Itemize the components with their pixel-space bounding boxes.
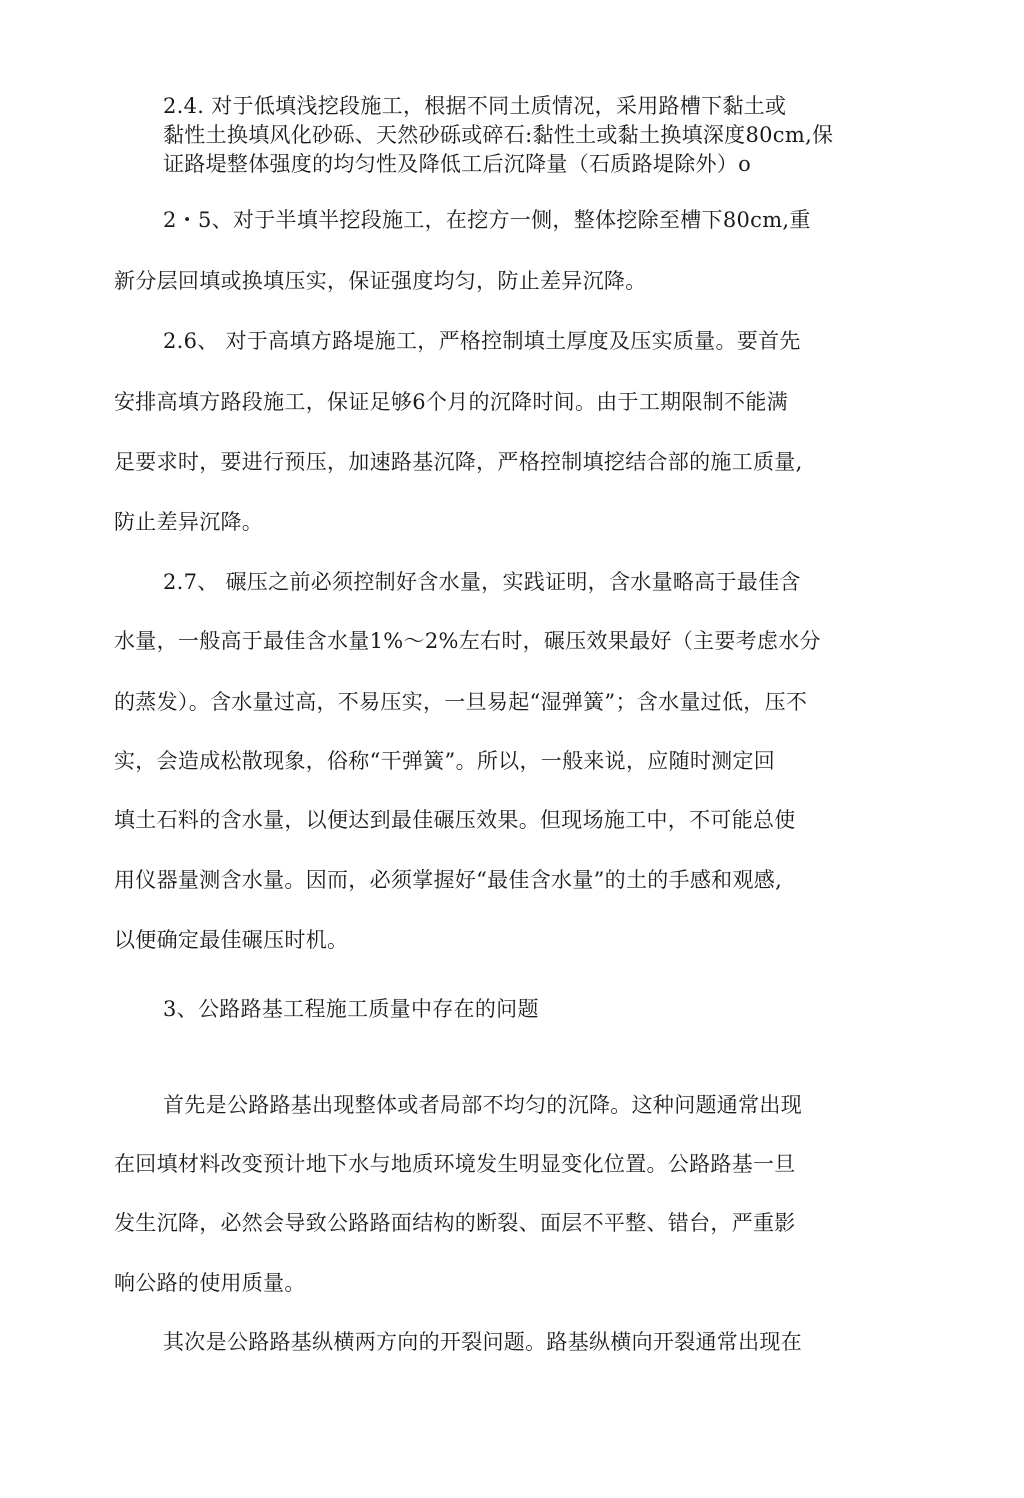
p26-line-2: 安排高填方路段施工，保证足够6个月的沉降时间。由于工期限制不能满 <box>114 390 788 414</box>
pfirst-line-4: 响公路的使用质量。 <box>114 1271 306 1295</box>
p25-line-1: 2・5、对于半填半挖段施工，在挖方一侧，整体挖除至槽下80cm,重 <box>163 208 811 232</box>
pfirst-line-3: 发生沉降，必然会导致公路路面结构的断裂、面层不平整、错台，严重影 <box>114 1211 796 1235</box>
psecond-line-1: 其次是公路路基纵横两方向的开裂问题。路基纵横向开裂通常出现在 <box>163 1330 802 1354</box>
p24-line-3: 证路堤整体强度的均匀性及降低工后沉降量（石质路堤除外）o <box>163 152 752 176</box>
p24-line-2: 黏性土换填风化砂砾、天然砂砾或碎石:黏性土或黏土换填深度80cm,保 <box>163 123 834 147</box>
p26-line-4: 防止差异沉降。 <box>114 510 264 534</box>
p27-line-3: 的蒸发）。含水量过高，不易压实，一旦易起“湿弹簧”；含水量过低，压不 <box>114 690 808 714</box>
p27-line-4: 实，会造成松散现象，俗称“干弹簧”。所以，一般来说，应随时测定回 <box>114 749 776 773</box>
pfirst-line-2: 在回填材料改变预计地下水与地质环境发生明显变化位置。公路路基一旦 <box>114 1152 796 1176</box>
p27-line-2: 水量，一般高于最佳含水量1%～2%左右时，碾压效果最好（主要考虑水分 <box>114 629 821 653</box>
pfirst-line-1: 首先是公路路基出现整体或者局部不均匀的沉降。这种问题通常出现 <box>163 1093 802 1117</box>
p27-line-7: 以便确定最佳碾压时机。 <box>114 928 349 952</box>
p27-line-1: 2.7、 碾压之前必须控制好含水量，实践证明，含水量略高于最佳含 <box>163 570 801 594</box>
p27-line-5: 填土石料的含水量，以便达到最佳碾压效果。但现场施工中，不可能总使 <box>114 808 796 832</box>
section-heading-3: 3、公路路基工程施工质量中存在的问题 <box>163 997 539 1021</box>
p26-line-3: 足要求时，要进行预压，加速路基沉降，严格控制填挖结合部的施工质量, <box>114 450 803 474</box>
p25-line-2: 新分层回填或换填压实，保证强度均匀，防止差异沉降。 <box>114 269 647 293</box>
p26-line-1: 2.6、 对于高填方路堤施工，严格控制填土厚度及压实质量。要首先 <box>163 329 801 353</box>
p27-line-6: 用仪器量测含水量。因而，必须掌握好“最佳含水量”的土的手感和观感, <box>114 868 783 892</box>
p24-line-1: 2.4. 对于低填浅挖段施工，根据不同土质情况，采用路槽下黏土或 <box>163 94 787 118</box>
